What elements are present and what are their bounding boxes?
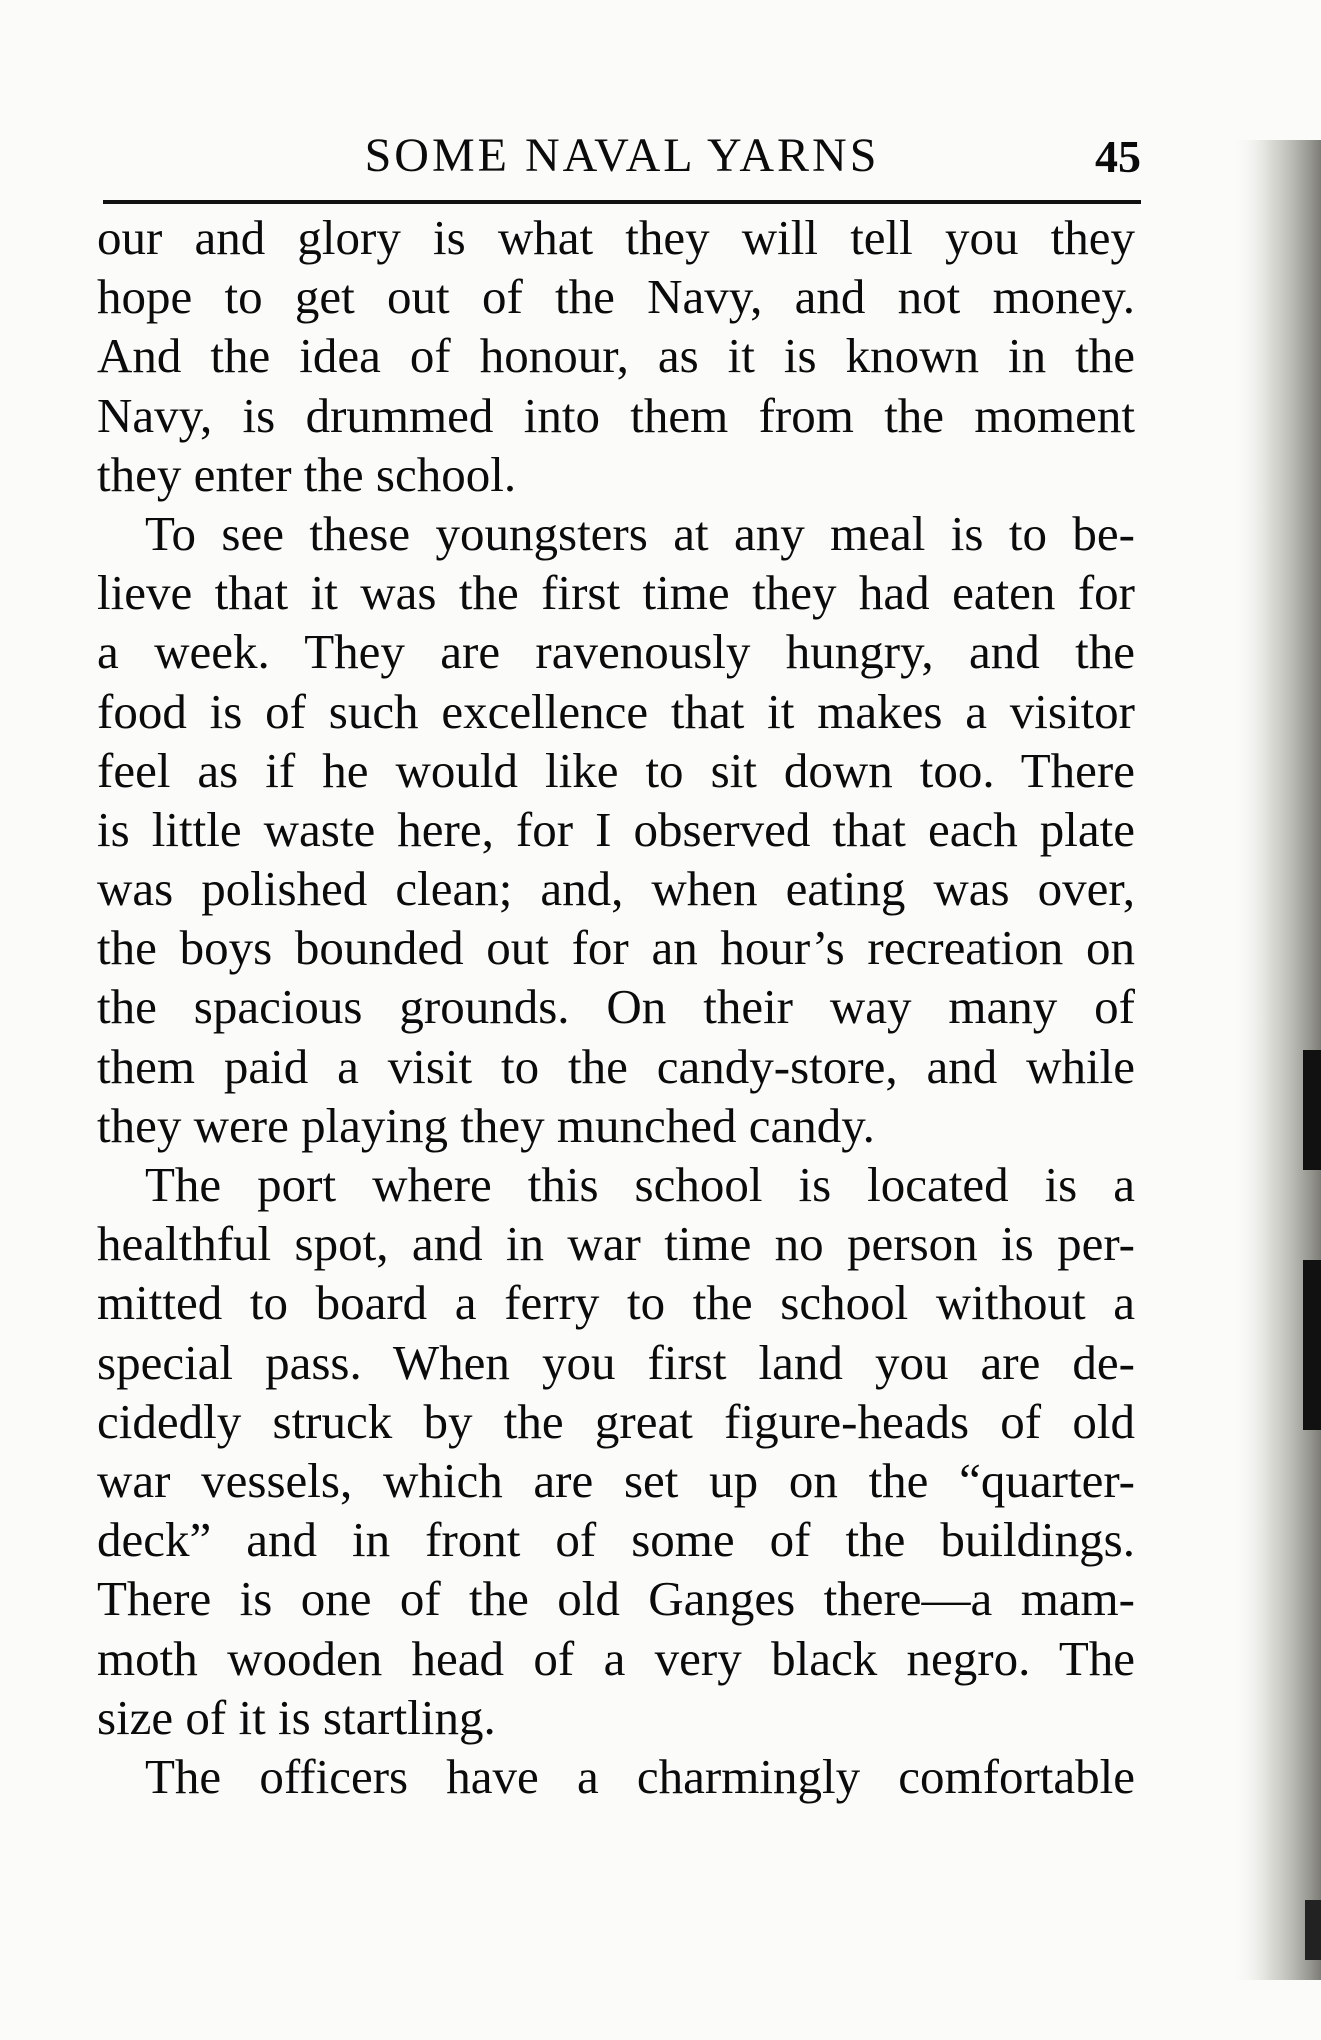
text-line: food is of such excellence that it makes a visitor xyxy=(97,683,1135,739)
text-line: hope to get out of the Navy, and not money. xyxy=(97,269,1135,325)
paragraph-start-line: The officers have a charmingly comfortable xyxy=(145,1748,1135,1804)
text-line: There is one of the old Ganges there—a mam- xyxy=(97,1571,1135,1627)
text-line: healthful spot, and in war time no person is per- xyxy=(97,1216,1135,1272)
text-line: is little waste here, for I observed that each plate xyxy=(97,801,1135,857)
running-title: SOME NAVAL YARNS xyxy=(364,129,880,182)
text-line: war vessels, which are set up on the “quarter- xyxy=(97,1452,1135,1508)
text-line: our and glory is what they will tell you they xyxy=(97,210,1135,265)
text-line: a week. They are ravenously hungry, and the xyxy=(97,624,1135,680)
text-line: cidedly struck by the great figure-heads of old xyxy=(97,1393,1135,1449)
text-line: they enter the school. xyxy=(97,446,517,502)
text-line: they were playing they munched candy. xyxy=(97,1097,875,1153)
text-line: moth wooden head of a very black negro. The xyxy=(97,1630,1135,1686)
page-header xyxy=(103,130,1141,196)
scanned-page-edge xyxy=(1211,0,1321,2040)
text-line: them paid a visit to the candy-store, and while xyxy=(97,1038,1135,1094)
text-line: Navy, is drummed into them from the moment xyxy=(97,387,1135,443)
text-line: feel as if he would like to sit down too. There xyxy=(97,742,1135,798)
header-rule xyxy=(103,200,1141,204)
text-line: deck” and in front of some of the buildings. xyxy=(97,1512,1135,1568)
paragraph-start-line: To see these youngsters at any meal is to be- xyxy=(145,505,1135,561)
text-line: mitted to board a ferry to the school without a xyxy=(97,1275,1135,1331)
text-line: lieve that it was the first time they had eaten for xyxy=(97,565,1135,621)
text-line: the boys bounded out for an hour’s recreation on xyxy=(97,920,1135,976)
text-line: size of it is startling. xyxy=(97,1689,496,1745)
text-line: the spacious grounds. On their way many of xyxy=(97,979,1135,1035)
text-line: And the idea of honour, as it is known in the xyxy=(97,328,1135,384)
text-line: special pass. When you first land you are de- xyxy=(97,1334,1135,1390)
paragraph-start-line: The port where this school is located is a xyxy=(145,1157,1135,1212)
text-line: was polished clean; and, when eating was over, xyxy=(97,861,1135,917)
body-text xyxy=(97,208,1135,1806)
page-number: 45 xyxy=(1095,131,1141,182)
